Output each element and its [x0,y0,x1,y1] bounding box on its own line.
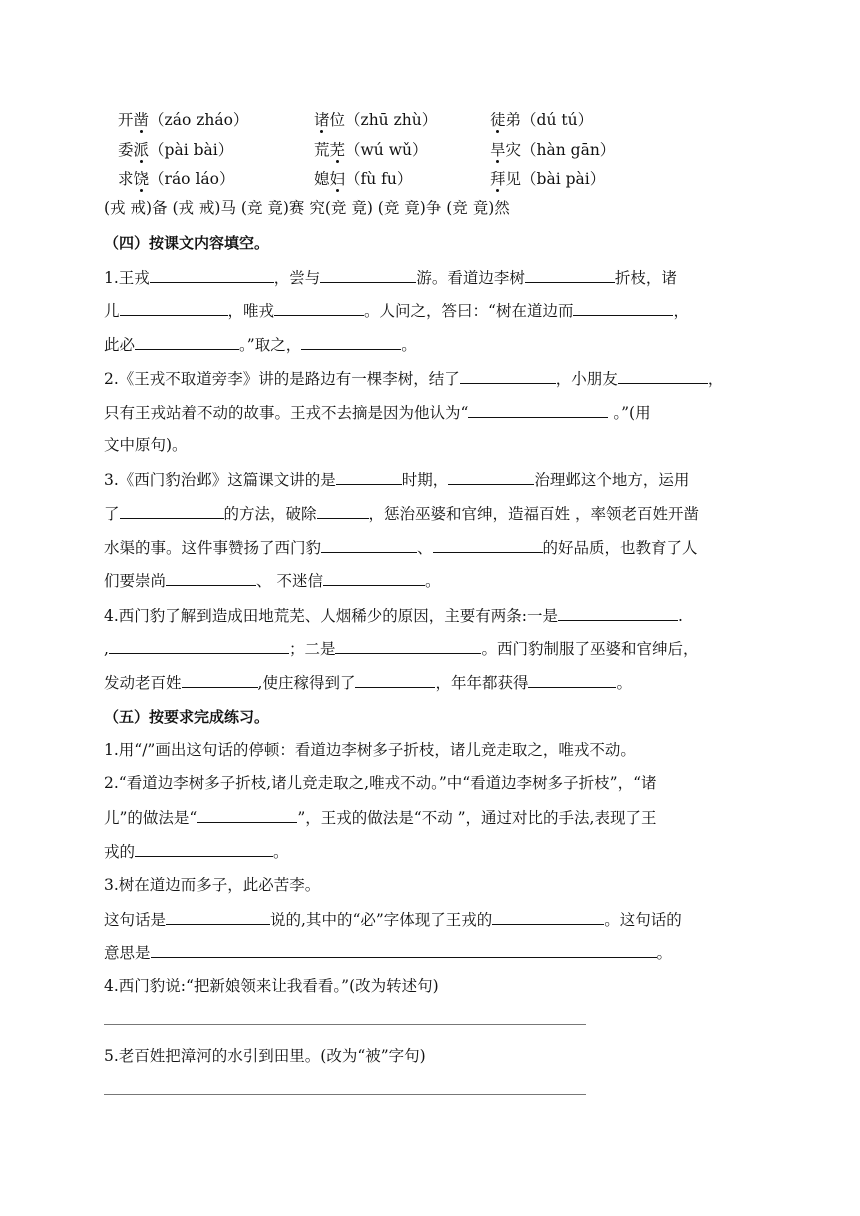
pinyin-options[interactable]: （wú wǔ） [345,141,428,159]
pinyin-word-char: 弟 [505,111,522,129]
s4-q4-line1: 4.西门豹了解到造成田地荒芜、人烟稀少的原因，主要有两条:一是 . [104,607,683,625]
s5-q2-line2: 儿”的做法是“ ”，王戎的做法是“不动 ”，通过对比的手法,表现了王 [104,809,657,827]
pinyin-options[interactable]: （pài bài） [149,141,234,159]
answer-blank[interactable] [301,334,401,350]
pinyin-word-char: 委 [118,141,134,159]
s5-q4: 4.西门豹说:“把新娘领来让我看看。”(改为转述句) [104,977,439,995]
pinyin-options[interactable]: （ráo láo） [149,170,235,188]
pinyin-word-char: 妇 [329,170,346,188]
s4-q3-line1: 3.《西门豹治邺》这篇课文讲的是 时期， 治理邺这个地方，运用 [104,471,690,489]
s4-q3-line4: 们要崇尚 、 不迷信 。 [104,572,441,590]
answer-blank[interactable] [492,909,604,925]
pinyin-item [490,138,615,160]
answer-line-q4[interactable] [104,1024,586,1025]
pinyin-options[interactable]: （bài pài） [521,170,606,188]
pinyin-word-char: 饶 [133,170,150,188]
answer-blank[interactable] [323,570,425,586]
pinyin-options[interactable]: （hàn gān） [521,141,616,159]
pinyin-item [118,167,234,189]
s4-q2-line3: 文中原句)。 [104,436,188,454]
answer-blank[interactable] [558,605,678,621]
answer-blank[interactable] [618,368,708,384]
pinyin-item [490,167,605,189]
answer-blank[interactable] [109,638,289,654]
answer-blank[interactable] [468,402,608,418]
pinyin-word-char: 凿 [133,111,150,129]
pinyin-item [314,108,437,130]
answer-blank[interactable] [460,368,556,384]
pinyin-options[interactable]: （fù fu） [345,170,413,188]
s5-q3-line1: 3.树在道边而多子，此必苦李。 [104,876,321,894]
answer-blank[interactable] [166,570,256,586]
choose-character-line: (戎 戒)备 (戎 戒)马 (竞 竟)赛 究(竞 竟) (竞 竟)争 (竞 竟)然 [104,199,510,217]
answer-blank[interactable] [336,469,402,485]
answer-blank[interactable] [182,672,258,688]
pinyin-word-char: 拜 [490,170,506,188]
s4-q3-line2: 了 的方法，破除 ，惩治巫婆和官绅，造福百姓 ，率领老百姓开凿 [104,505,699,523]
pinyin-word-char: 见 [505,170,522,188]
answer-blank[interactable] [166,909,270,925]
answer-blank[interactable] [525,267,615,283]
s5-q5: 5.老百姓把漳河的水引到田里。(改为“被”字句) [104,1047,426,1065]
pinyin-word-char: 派 [133,141,150,159]
answer-blank[interactable] [355,672,435,688]
answer-blank[interactable] [120,503,224,519]
pinyin-word-char: 旱 [490,141,506,159]
s4-q3-line3: 水渠的事。这件事赞扬了西门豹 、 的好品质，也教育了人 [104,539,698,557]
answer-blank[interactable] [448,469,534,485]
answer-blank[interactable] [528,672,616,688]
pinyin-word-char: 徒 [490,111,506,129]
pinyin-item [118,138,233,160]
answer-blank[interactable] [317,503,369,519]
s4-q1-line3: 此必 。”取之， 。 [104,336,417,354]
pinyin-item [314,138,427,160]
pinyin-item [314,167,412,189]
answer-blank[interactable] [135,841,273,857]
pinyin-word-char: 位 [329,111,346,129]
pinyin-options[interactable]: （dú tú） [521,111,594,129]
answer-blank[interactable] [135,334,239,350]
pinyin-item [118,108,248,130]
answer-blank[interactable] [433,537,543,553]
answer-blank[interactable] [120,300,228,316]
answer-blank[interactable] [335,638,481,654]
pinyin-options[interactable]: （záo zháo） [149,111,249,129]
pinyin-item [490,108,593,130]
s5-q3-line3: 意思是 。 [104,944,673,962]
answer-blank[interactable] [197,807,297,823]
s4-q4-line2: , ；二是 。西门豹制服了巫婆和官绅后， [104,640,699,658]
pinyin-word-char: 灾 [505,141,522,159]
answer-blank[interactable] [321,537,417,553]
s5-q2-line1: 2.“看道边李树多子折枝,诸儿竞走取之,唯戎不动。”中“看道边李树多子折枝”，“诸 [104,774,657,792]
s4-q1-line2: 儿 ，唯戎 。人问之，答曰：“树在道边而 ， [104,302,689,320]
s4-q4-line3: 发动老百姓 ,使庄稼得到了 ，年年都获得 。 [104,674,632,692]
section-5-title: （五）按要求完成练习。 [104,708,270,726]
answer-blank[interactable] [150,267,274,283]
s5-q1: 1.用“/”画出这句话的停顿：看道边李树多子折枝，诸儿竞走取之，唯戎不动。 [104,741,636,759]
pinyin-word-char: 诸 [314,111,330,129]
s5-q2-line3: 戎的 。 [104,843,289,861]
pinyin-word-char: 求 [118,170,134,188]
s4-q2-line1: 2.《王戎不取道旁李》讲的是路边有一棵李树，结了 ，小朋友 ， [104,370,724,388]
pinyin-word-char: 媳 [314,170,330,188]
pinyin-word-char: 芜 [329,141,346,159]
answer-blank[interactable] [151,942,657,958]
pinyin-word-char: 荒 [314,141,330,159]
answer-blank[interactable] [573,300,673,316]
section-4-title: （四）按课文内容填空。 [104,234,270,252]
s4-q2-line2: 只有王戎站着不动的故事。王戎不去摘是因为他认为“ 。”(用 [104,404,651,422]
answer-blank[interactable] [320,267,416,283]
answer-blank[interactable] [274,300,364,316]
pinyin-options[interactable]: （zhū zhù） [345,111,438,129]
s5-q3-line2: 这句话是 说的,其中的“必”字体现了王戎的 。这句话的 [104,911,682,929]
s4-q1-line1: 1.王戎 ，尝与 游。看道边李树 折枝，诸 [104,269,677,287]
answer-line-q5[interactable] [104,1094,586,1095]
pinyin-word-char: 开 [118,111,134,129]
